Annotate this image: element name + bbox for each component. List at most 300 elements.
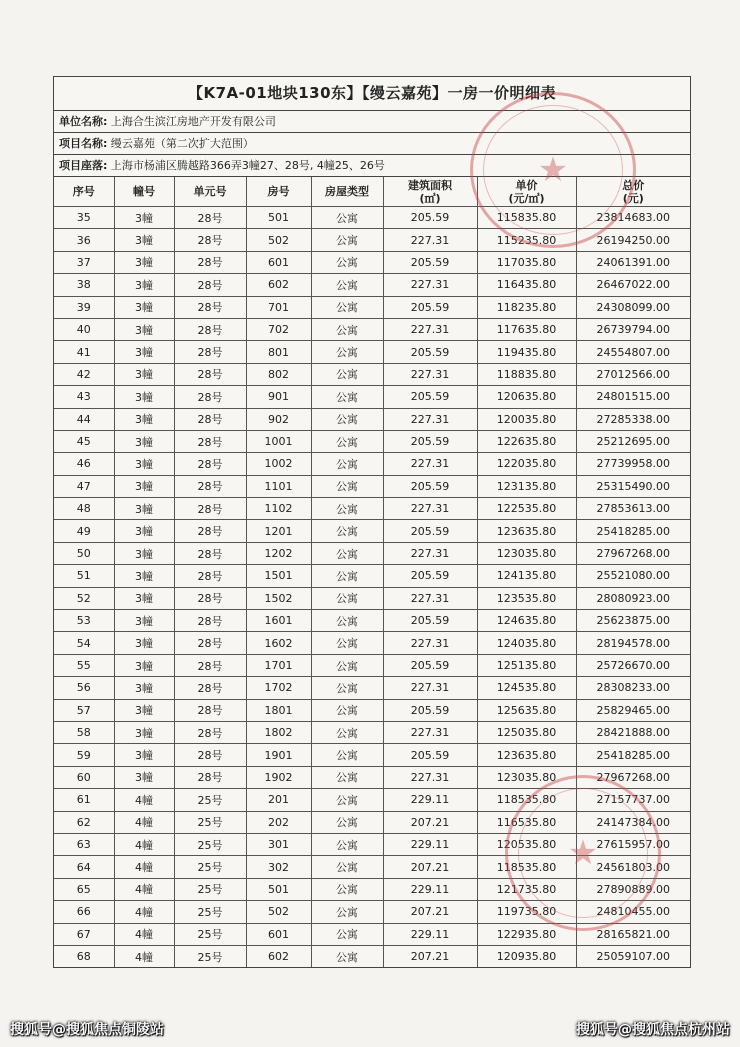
table-cell: 28号 (174, 430, 246, 452)
table-cell: 公寓 (311, 363, 383, 385)
table-cell: 227.31 (383, 229, 477, 251)
table-cell: 119735.80 (477, 901, 576, 923)
table-cell: 39 (54, 296, 114, 318)
table-cell: 205.59 (383, 520, 477, 542)
table-cell: 115235.80 (477, 229, 576, 251)
table-cell: 28号 (174, 520, 246, 542)
table-cell: 28号 (174, 363, 246, 385)
table-row (54, 386, 690, 408)
table-cell: 公寓 (311, 296, 383, 318)
table-header-row (54, 177, 690, 207)
table-cell: 25号 (174, 901, 246, 923)
table-cell: 公寓 (311, 565, 383, 587)
table-cell: 1102 (246, 498, 311, 520)
table-row (54, 744, 690, 766)
table-cell: 4幢 (114, 833, 174, 855)
table-cell: 1501 (246, 565, 311, 587)
info-block (54, 111, 690, 177)
table-cell: 27012566.00 (576, 363, 690, 385)
table-cell: 公寓 (311, 453, 383, 475)
table-cell: 123035.80 (477, 766, 576, 788)
table-cell: 49 (54, 520, 114, 542)
info-value: 上海合生滨江房地产开发有限公司 (110, 115, 276, 128)
table-cell: 28号 (174, 721, 246, 743)
table-cell: 42 (54, 363, 114, 385)
table-cell: 25号 (174, 811, 246, 833)
table-cell: 27853613.00 (576, 498, 690, 520)
table-cell: 24561803.00 (576, 856, 690, 878)
table-row (54, 207, 690, 229)
table-cell: 4幢 (114, 923, 174, 945)
table-cell: 公寓 (311, 229, 383, 251)
table-cell: 1101 (246, 475, 311, 497)
table-cell: 27890889.00 (576, 878, 690, 900)
table-cell: 123135.80 (477, 475, 576, 497)
table-cell: 201 (246, 789, 311, 811)
table-cell: 27967268.00 (576, 542, 690, 564)
table-cell: 227.31 (383, 318, 477, 340)
table-cell: 28号 (174, 766, 246, 788)
price-table (54, 177, 690, 967)
table-row (54, 274, 690, 296)
table-cell: 601 (246, 923, 311, 945)
table-cell: 205.59 (383, 386, 477, 408)
table-cell: 3幢 (114, 610, 174, 632)
table-cell: 24801515.00 (576, 386, 690, 408)
table-cell: 124035.80 (477, 632, 576, 654)
table-cell: 25号 (174, 923, 246, 945)
table-cell: 48 (54, 498, 114, 520)
table-cell: 3幢 (114, 229, 174, 251)
table-cell: 3幢 (114, 430, 174, 452)
table-cell: 124135.80 (477, 565, 576, 587)
table-cell: 125035.80 (477, 721, 576, 743)
document-title: 【K7A-01地块130东】【缦云嘉苑】一房一价明细表 (54, 77, 690, 111)
table-cell: 54 (54, 632, 114, 654)
table-cell: 51 (54, 565, 114, 587)
table-cell: 46 (54, 453, 114, 475)
table-cell: 26194250.00 (576, 229, 690, 251)
table-cell: 1701 (246, 654, 311, 676)
table-cell: 4幢 (114, 789, 174, 811)
table-cell: 公寓 (311, 744, 383, 766)
table-cell: 118535.80 (477, 856, 576, 878)
table-cell: 118835.80 (477, 363, 576, 385)
table-cell: 28194578.00 (576, 632, 690, 654)
table-row (54, 430, 690, 452)
table-cell: 1801 (246, 699, 311, 721)
table-cell: 35 (54, 207, 114, 229)
table-cell: 1502 (246, 587, 311, 609)
table-cell: 122535.80 (477, 498, 576, 520)
table-cell: 1602 (246, 632, 311, 654)
table-cell: 28号 (174, 318, 246, 340)
table-row (54, 677, 690, 699)
table-cell: 205.59 (383, 430, 477, 452)
table-cell: 公寓 (311, 789, 383, 811)
table-cell: 205.59 (383, 296, 477, 318)
table-cell: 26739794.00 (576, 318, 690, 340)
table-cell: 28号 (174, 453, 246, 475)
column-header: 建筑面积 (㎡) (383, 177, 477, 207)
table-cell: 123635.80 (477, 520, 576, 542)
table-cell: 28号 (174, 565, 246, 587)
table-cell: 28号 (174, 677, 246, 699)
table-cell: 25号 (174, 789, 246, 811)
table-cell: 公寓 (311, 274, 383, 296)
table-row (54, 699, 690, 721)
table-cell: 25726670.00 (576, 654, 690, 676)
table-cell: 28号 (174, 251, 246, 273)
column-header: 单元号 (174, 177, 246, 207)
table-cell: 23814683.00 (576, 207, 690, 229)
column-header: 幢号 (114, 177, 174, 207)
table-cell: 1201 (246, 520, 311, 542)
table-cell: 50 (54, 542, 114, 564)
table-cell: 公寓 (311, 542, 383, 564)
table-cell: 25212695.00 (576, 430, 690, 452)
table-cell: 302 (246, 856, 311, 878)
table-row (54, 520, 690, 542)
table-cell: 227.31 (383, 408, 477, 430)
table-cell: 122035.80 (477, 453, 576, 475)
table-cell: 502 (246, 229, 311, 251)
table-cell: 205.59 (383, 341, 477, 363)
table-cell: 53 (54, 610, 114, 632)
table-cell: 公寓 (311, 341, 383, 363)
table-row (54, 923, 690, 945)
table-cell: 28号 (174, 610, 246, 632)
table-cell: 227.31 (383, 363, 477, 385)
table-cell: 124635.80 (477, 610, 576, 632)
table-cell: 123535.80 (477, 587, 576, 609)
table-cell: 227.31 (383, 453, 477, 475)
table-cell: 123635.80 (477, 744, 576, 766)
table-cell: 3幢 (114, 766, 174, 788)
table-cell: 28号 (174, 632, 246, 654)
table-cell: 3幢 (114, 677, 174, 699)
table-cell: 27285338.00 (576, 408, 690, 430)
column-header: 总价 (元) (576, 177, 690, 207)
table-body (54, 207, 690, 968)
table-cell: 119435.80 (477, 341, 576, 363)
table-cell: 27615957.00 (576, 833, 690, 855)
table-cell: 115835.80 (477, 207, 576, 229)
table-cell: 37 (54, 251, 114, 273)
table-cell: 28165821.00 (576, 923, 690, 945)
table-cell: 1001 (246, 430, 311, 452)
table-cell: 40 (54, 318, 114, 340)
table-cell: 3幢 (114, 274, 174, 296)
table-cell: 3幢 (114, 721, 174, 743)
table-cell: 3幢 (114, 520, 174, 542)
table-cell: 68 (54, 945, 114, 967)
table-cell: 公寓 (311, 833, 383, 855)
table-cell: 207.21 (383, 945, 477, 967)
table-cell: 27739958.00 (576, 453, 690, 475)
table-cell: 902 (246, 408, 311, 430)
table-cell: 28308233.00 (576, 677, 690, 699)
table-cell: 63 (54, 833, 114, 855)
table-cell: 207.21 (383, 901, 477, 923)
table-cell: 120535.80 (477, 833, 576, 855)
table-cell: 公寓 (311, 632, 383, 654)
table-cell: 3幢 (114, 453, 174, 475)
table-cell: 28号 (174, 386, 246, 408)
table-cell: 3幢 (114, 296, 174, 318)
table-cell: 28号 (174, 587, 246, 609)
info-row (54, 155, 690, 177)
table-cell: 205.59 (383, 610, 477, 632)
table-cell: 47 (54, 475, 114, 497)
column-header: 房号 (246, 177, 311, 207)
table-cell: 公寓 (311, 878, 383, 900)
table-cell: 120035.80 (477, 408, 576, 430)
table-cell: 公寓 (311, 408, 383, 430)
table-cell: 25号 (174, 878, 246, 900)
table-cell: 227.31 (383, 587, 477, 609)
table-cell: 64 (54, 856, 114, 878)
table-cell: 4幢 (114, 811, 174, 833)
table-cell: 227.31 (383, 274, 477, 296)
table-cell: 601 (246, 251, 311, 273)
table-cell: 229.11 (383, 878, 477, 900)
table-cell: 公寓 (311, 251, 383, 273)
table-cell: 公寓 (311, 318, 383, 340)
table-cell: 25418285.00 (576, 744, 690, 766)
table-cell: 3幢 (114, 318, 174, 340)
table-row (54, 945, 690, 967)
table-cell: 24810455.00 (576, 901, 690, 923)
table-cell: 公寓 (311, 766, 383, 788)
table-cell: 28号 (174, 274, 246, 296)
table-row (54, 789, 690, 811)
table-cell: 1902 (246, 766, 311, 788)
table-cell: 3幢 (114, 542, 174, 564)
table-cell: 125135.80 (477, 654, 576, 676)
table-row (54, 341, 690, 363)
table-cell: 602 (246, 945, 311, 967)
table-cell: 4幢 (114, 856, 174, 878)
table-cell: 3幢 (114, 587, 174, 609)
table-cell: 118535.80 (477, 789, 576, 811)
table-cell: 公寓 (311, 677, 383, 699)
table-row (54, 498, 690, 520)
table-cell: 公寓 (311, 475, 383, 497)
table-row (54, 587, 690, 609)
table-cell: 117035.80 (477, 251, 576, 273)
table-cell: 1802 (246, 721, 311, 743)
table-cell: 4幢 (114, 945, 174, 967)
table-cell: 120635.80 (477, 386, 576, 408)
table-cell: 229.11 (383, 923, 477, 945)
table-cell: 207.21 (383, 811, 477, 833)
table-cell: 52 (54, 587, 114, 609)
table-cell: 公寓 (311, 610, 383, 632)
table-cell: 公寓 (311, 654, 383, 676)
price-list-sheet (53, 76, 691, 968)
table-cell: 120935.80 (477, 945, 576, 967)
table-cell: 28421888.00 (576, 721, 690, 743)
table-cell: 41 (54, 341, 114, 363)
table-cell: 205.59 (383, 699, 477, 721)
table-cell: 67 (54, 923, 114, 945)
table-cell: 公寓 (311, 430, 383, 452)
table-row (54, 766, 690, 788)
table-cell: 25315490.00 (576, 475, 690, 497)
table-cell: 28号 (174, 744, 246, 766)
table-cell: 55 (54, 654, 114, 676)
table-cell: 801 (246, 341, 311, 363)
table-cell: 205.59 (383, 744, 477, 766)
table-row (54, 542, 690, 564)
table-cell: 205.59 (383, 654, 477, 676)
table-cell: 28号 (174, 207, 246, 229)
info-label: 项目名称: (59, 137, 108, 150)
table-cell: 62 (54, 811, 114, 833)
table-cell: 124535.80 (477, 677, 576, 699)
table-cell: 3幢 (114, 498, 174, 520)
table-cell: 3幢 (114, 408, 174, 430)
table-cell: 公寓 (311, 498, 383, 520)
table-cell: 24147384.00 (576, 811, 690, 833)
table-cell: 502 (246, 901, 311, 923)
table-cell: 24061391.00 (576, 251, 690, 273)
table-cell: 28080923.00 (576, 587, 690, 609)
info-row (54, 111, 690, 133)
table-cell: 116435.80 (477, 274, 576, 296)
info-value: 缦云嘉苑（第二次扩大范围） (110, 137, 254, 150)
table-cell: 65 (54, 878, 114, 900)
table-cell: 3幢 (114, 386, 174, 408)
table-cell: 38 (54, 274, 114, 296)
table-cell: 602 (246, 274, 311, 296)
table-cell: 24308099.00 (576, 296, 690, 318)
table-cell: 227.31 (383, 542, 477, 564)
table-cell: 3幢 (114, 699, 174, 721)
table-cell: 61 (54, 789, 114, 811)
table-cell: 25号 (174, 856, 246, 878)
table-cell: 25号 (174, 833, 246, 855)
table-cell: 3幢 (114, 363, 174, 385)
table-cell: 227.31 (383, 498, 477, 520)
table-cell: 802 (246, 363, 311, 385)
table-cell: 501 (246, 878, 311, 900)
table-cell: 28号 (174, 296, 246, 318)
table-cell: 205.59 (383, 475, 477, 497)
table-row (54, 610, 690, 632)
star-icon: ★ (567, 833, 599, 873)
table-cell: 公寓 (311, 811, 383, 833)
table-cell: 28号 (174, 542, 246, 564)
table-cell: 123035.80 (477, 542, 576, 564)
table-cell: 122635.80 (477, 430, 576, 452)
table-cell: 28号 (174, 341, 246, 363)
table-cell: 701 (246, 296, 311, 318)
info-row (54, 133, 690, 155)
info-value: 上海市杨浦区腾越路366弄3幢27、28号, 4幢25、26号 (110, 159, 385, 172)
info-label: 项目座落: (59, 159, 108, 172)
table-cell: 205.59 (383, 251, 477, 273)
table-cell: 117635.80 (477, 318, 576, 340)
table-cell: 207.21 (383, 856, 477, 878)
info-label: 单位名称: (59, 115, 108, 128)
table-cell: 公寓 (311, 721, 383, 743)
table-cell: 60 (54, 766, 114, 788)
table-cell: 公寓 (311, 520, 383, 542)
table-cell: 28号 (174, 699, 246, 721)
table-row (54, 229, 690, 251)
table-cell: 44 (54, 408, 114, 430)
table-cell: 公寓 (311, 923, 383, 945)
table-row (54, 721, 690, 743)
table-row (54, 632, 690, 654)
table-row (54, 363, 690, 385)
table-row (54, 901, 690, 923)
table-cell: 3幢 (114, 207, 174, 229)
table-cell: 28号 (174, 229, 246, 251)
table-cell: 118235.80 (477, 296, 576, 318)
table-cell: 24554807.00 (576, 341, 690, 363)
table-cell: 26467022.00 (576, 274, 690, 296)
table-row (54, 833, 690, 855)
table-cell: 59 (54, 744, 114, 766)
table-cell: 27967268.00 (576, 766, 690, 788)
watermark-right: 搜狐号@搜狐焦点杭州站 (576, 1022, 730, 1038)
table-row (54, 475, 690, 497)
table-cell: 28号 (174, 654, 246, 676)
table-cell: 4幢 (114, 901, 174, 923)
table-cell: 227.31 (383, 721, 477, 743)
table-row (54, 453, 690, 475)
table-cell: 125635.80 (477, 699, 576, 721)
table-cell: 901 (246, 386, 311, 408)
table-cell: 227.31 (383, 632, 477, 654)
column-header: 房屋类型 (311, 177, 383, 207)
table-cell: 公寓 (311, 386, 383, 408)
table-row (54, 565, 690, 587)
table-cell: 1601 (246, 610, 311, 632)
table-cell: 公寓 (311, 856, 383, 878)
table-cell: 227.31 (383, 766, 477, 788)
table-cell: 121735.80 (477, 878, 576, 900)
table-cell: 202 (246, 811, 311, 833)
table-cell: 1002 (246, 453, 311, 475)
table-cell: 28号 (174, 408, 246, 430)
table-row (54, 296, 690, 318)
table-row (54, 408, 690, 430)
column-header: 单价 (元/㎡) (477, 177, 576, 207)
table-cell: 25521080.00 (576, 565, 690, 587)
table-cell: 25号 (174, 945, 246, 967)
table-cell: 公寓 (311, 207, 383, 229)
table-cell: 3幢 (114, 744, 174, 766)
table-cell: 3幢 (114, 565, 174, 587)
table-cell: 501 (246, 207, 311, 229)
table-cell: 4幢 (114, 878, 174, 900)
table-cell: 3幢 (114, 475, 174, 497)
table-cell: 57 (54, 699, 114, 721)
table-cell: 25623875.00 (576, 610, 690, 632)
table-cell: 1901 (246, 744, 311, 766)
table-cell: 205.59 (383, 565, 477, 587)
table-cell: 公寓 (311, 901, 383, 923)
table-cell: 1202 (246, 542, 311, 564)
table-cell: 58 (54, 721, 114, 743)
table-cell: 28号 (174, 475, 246, 497)
table-cell: 205.59 (383, 207, 477, 229)
table-cell: 3幢 (114, 341, 174, 363)
